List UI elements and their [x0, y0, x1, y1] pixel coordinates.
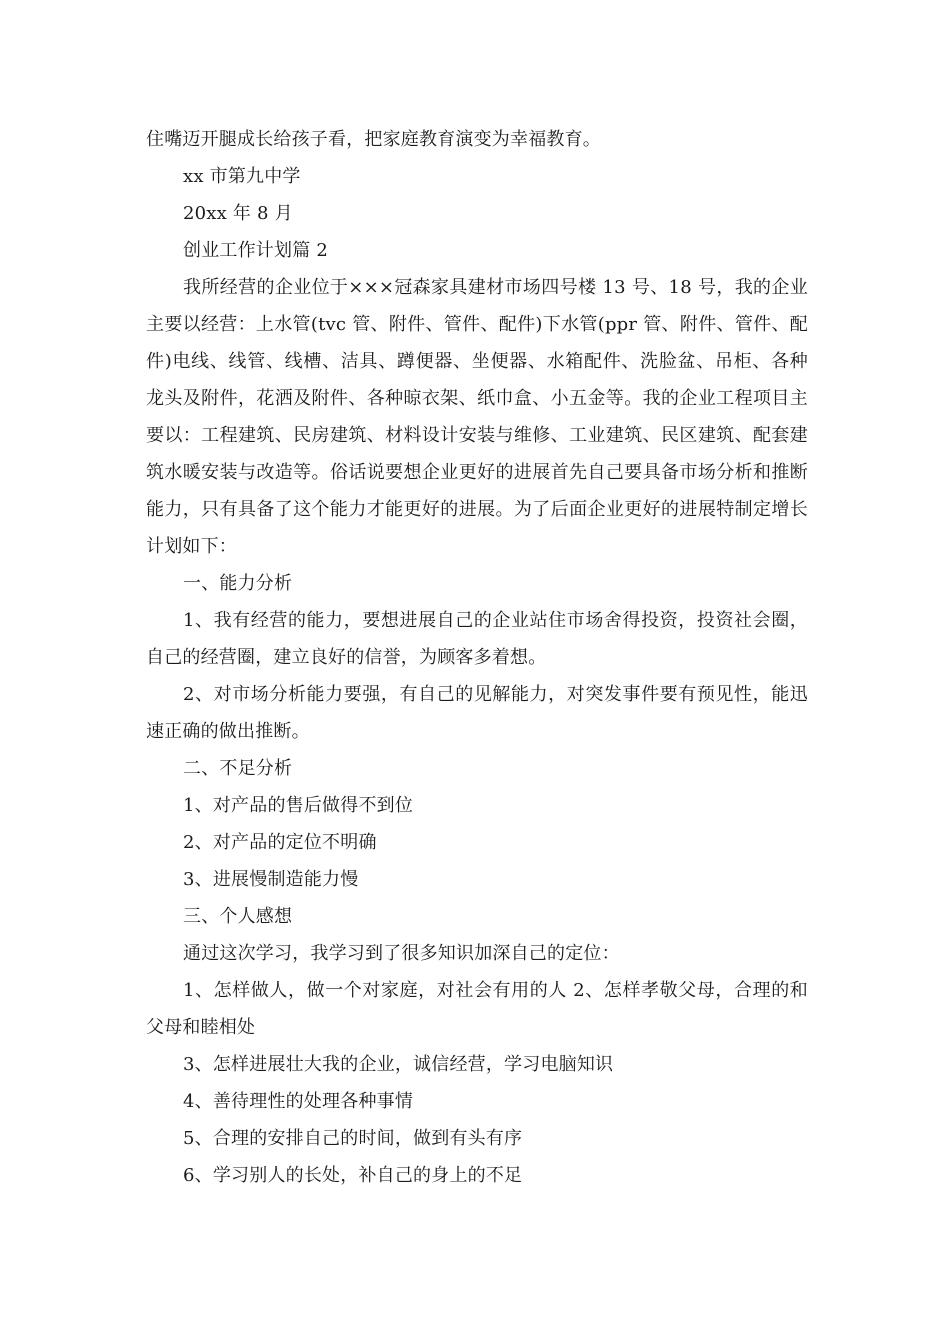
list-item: 3、进展慢制造能力慢: [183, 869, 359, 890]
list-item: 4、善待理性的处理各种事情: [183, 1091, 414, 1112]
heading-shortcomings: 二、不足分析: [183, 758, 293, 779]
heading-personal-thoughts: 三、个人感想: [183, 906, 293, 927]
section-title: 创业工作计划篇 2: [183, 240, 328, 261]
list-item: 5、合理的安排自己的时间，做到有头有序: [183, 1128, 523, 1149]
list-item: 6、学习别人的长处，补自己的身上的不足: [183, 1165, 523, 1186]
signature-school: xx 市第九中学: [183, 166, 301, 187]
heading-ability-analysis: 一、能力分析: [183, 573, 293, 594]
list-item: 2、对产品的定位不明确: [183, 832, 377, 853]
list-item: 1、怎样做人，做一个对家庭，对社会有用的人 2、怎样孝敬父母，合理的和父母和睦相处: [146, 980, 808, 1038]
paragraph-continuation: 住嘴迈开腿成长给孩子看，把家庭教育演变为幸福教育。: [146, 129, 601, 150]
list-item: 3、怎样进展壮大我的企业，诚信经营，学习电脑知识: [183, 1054, 614, 1075]
list-item: 2、对市场分析能力要强，有自己的见解能力，对突发事件要有预见性，能迅速正确的做出推断。: [146, 684, 808, 742]
signature-date: 20xx 年 8 月: [183, 203, 293, 224]
paragraph-learning: 通过这次学习，我学习到了很多知识加深自己的定位：: [183, 943, 620, 964]
document-body: [146, 121, 808, 1194]
list-item: 1、我有经营的能力，要想进展自己的企业站住市场舍得投资，投资社会圈，自己的经营圈，建立良好的信誉，为顾客多着想。: [146, 610, 808, 668]
paragraph-intro: 我所经营的企业位于×××冠森家具建材市场四号楼 13 号、18 号，我的企业主要以经营：上水管(tvc 管、附件、管件、配件)下水管(ppr 管、附件、管件、配件)电线、线管、线槽、洁具、蹲便器、坐便器、水箱配件、洗脸盆、吊柜、各种龙头及附件，花洒及附件、各种晾衣架、纸巾盒、小五金等。我的企业工程项目主要以：工程建筑、民房建筑、材料设计安装与维修、工业建筑、民区建筑、配套建筑水暖安装与改造等。俗话说要想企业更好的进展首先自己要具备市场分析和推断能力，只有具备了这个能力才能更好的进展。为了后面企业更好的进展特制定增长计划如下：: [146, 277, 808, 557]
list-item: 1、对产品的售后做得不到位: [183, 795, 414, 816]
